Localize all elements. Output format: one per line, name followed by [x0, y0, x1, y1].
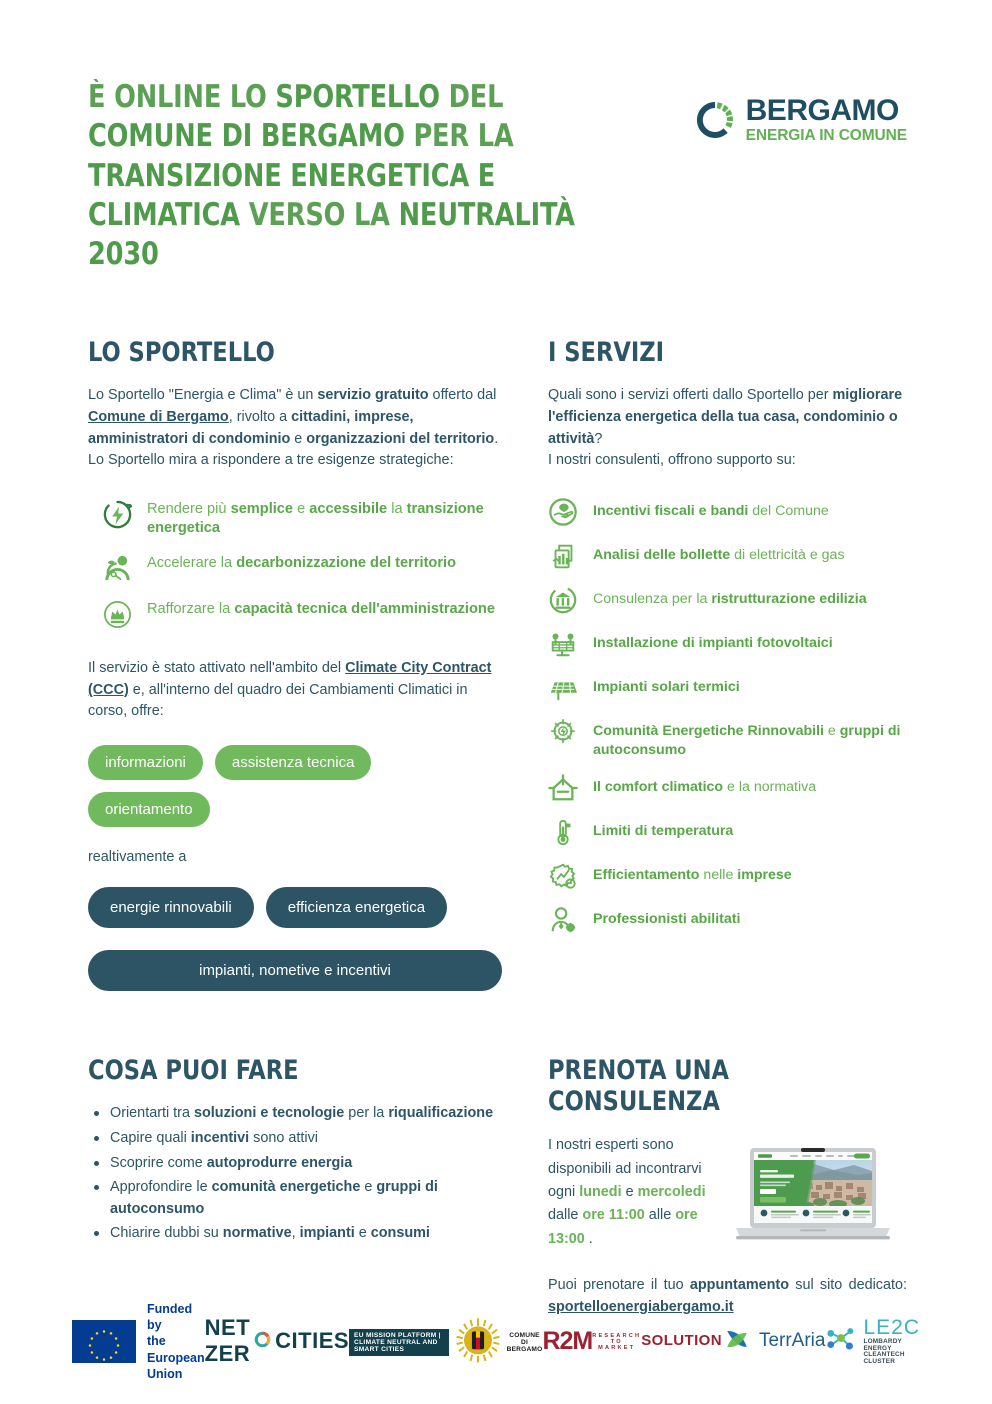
- list-item: Approfondire le comunità energetiche e gruppi di autoconsumo: [88, 1177, 502, 1220]
- le2c-sub2: CLEANTECH CLUSTER: [863, 1351, 905, 1366]
- section-title-prenota: PRENOTA UNA CONSULENZA: [548, 1055, 730, 1118]
- sportello-intro: Lo Sportello "Energia e Clima" è un servizio gratuito offerto dal Comune di Bergamo, rivolto a cittadini, imprese, amministratori di condominio e organizzazioni del territorio. Lo Sportello mira a rispondere a tre esigenze strategiche:: [88, 386, 499, 469]
- brand-title: BERGAMO: [745, 94, 899, 127]
- service-item: [548, 717, 907, 759]
- goal-label: Rafforzare la capacità tecnica dell'amministrazione: [147, 600, 495, 617]
- energy-transition-icon: [102, 499, 133, 530]
- eu-flag-icon: [72, 1320, 136, 1363]
- le2c-wordmark: LE2C: [863, 1315, 920, 1339]
- service-label: Installazione di impianti fotovoltaici: [593, 635, 833, 652]
- terraria-logo: [722, 1324, 826, 1359]
- r2m-wordmark: R2M: [542, 1326, 593, 1355]
- pill-assistenza-tecnica[interactable]: assistenza tecnica: [215, 745, 372, 780]
- service-label: Comunità Energetiche Rinnovabili e gruppi di autoconsumo: [593, 723, 901, 758]
- servizi-intro: Quali sono i servizi offerti dallo Sportello per migliorare l'efficienza energetica della tua casa, condominio o attività? I nostri consulenti, offrono supporto su:: [548, 386, 903, 469]
- pill-informazioni[interactable]: informazioni: [88, 745, 203, 780]
- service-item: [548, 541, 907, 571]
- service-item: [548, 585, 907, 615]
- goal-item: [88, 598, 502, 630]
- net-zero-cities-tagline: EU MISSION PLATFORM | CLIMATE NEUTRAL AND SMART CITIES: [349, 1329, 449, 1356]
- eu-funding-line2: the European Union: [147, 1334, 205, 1381]
- service-item: [548, 817, 907, 847]
- green-pill-row: [88, 745, 502, 827]
- dark-pill-row: [88, 887, 502, 928]
- bill-analysis-icon: [548, 541, 578, 571]
- le2c-sub1: LOMBARDY ENERGY: [863, 1337, 902, 1352]
- pill-orientamento[interactable]: orientamento: [88, 792, 210, 827]
- section-title-servizi: I SERVIZI: [548, 336, 665, 368]
- r2m-solution-word: SOLUTION: [641, 1332, 722, 1350]
- column-sportello: [88, 337, 502, 992]
- service-label: Analisi delle bollette di elettricità e gas: [593, 547, 845, 564]
- section-title-sportello: LO SPORTELLO: [88, 336, 275, 368]
- eu-funding-text: [147, 1301, 205, 1382]
- section-title-cosa-puoi-fare: COSA PUOI FARE: [88, 1055, 299, 1087]
- r2m-solution-logo: [542, 1326, 722, 1355]
- laptop-website-mockup: [728, 1134, 907, 1257]
- lower-columns: [0, 1055, 992, 1318]
- bergamo-energia-logo: [693, 96, 907, 144]
- dark-pill-wide-row: [88, 950, 502, 991]
- service-item: [548, 773, 907, 803]
- service-item: [548, 497, 907, 527]
- page-title: È ONLINE LO SPORTELLO DEL COMUNE DI BERGAMO PER LA TRANSIZIONE ENERGETICA E CLIMATICA VERSO LA NEUTRALITÀ 2030: [88, 79, 575, 273]
- energy-community-icon: [548, 717, 578, 747]
- column-cosa-puoi-fare: [88, 1055, 502, 1318]
- service-item: [548, 629, 907, 659]
- administration-crown-icon: [102, 599, 133, 630]
- circular-energy-mark-icon: [693, 98, 737, 142]
- le2c-logo: [825, 1317, 920, 1366]
- sportello-goals-list: [88, 498, 502, 629]
- pill-energie-rinnovabili[interactable]: energie rinnovabili: [88, 887, 254, 928]
- footer-logos: [0, 1301, 992, 1382]
- goal-item: [88, 498, 502, 537]
- nzc-word-b: CITIES: [275, 1328, 350, 1354]
- service-label: Incentivi fiscali e bandi del Comune: [593, 503, 829, 520]
- service-label: Il comfort climatico e la normativa: [593, 779, 817, 796]
- terraria-wordmark: TerrAria: [758, 1330, 826, 1352]
- servizi-list: [548, 497, 907, 935]
- availability-text: I nostri esperti sono disponibili ad incontrarvi ogni lunedi e mercoledi dalle ore 11:00 alle ore 13:00 .: [548, 1137, 706, 1247]
- decarbonization-plant-icon: [102, 553, 133, 584]
- photovoltaic-plant-icon: [548, 629, 578, 659]
- service-label: Efficientamento nelle imprese: [593, 867, 792, 884]
- cosa-puoi-fare-list: [88, 1103, 502, 1245]
- solar-thermal-panel-icon: [548, 673, 578, 703]
- r2m-tagline: RESEARCH TO MARKET: [592, 1332, 642, 1351]
- service-label: Consulenza per la ristrutturazione edilizia: [593, 591, 867, 608]
- pill-efficienza-energetica[interactable]: efficienza energetica: [266, 887, 447, 928]
- prenota-content: [548, 1134, 907, 1257]
- goal-label: Accelerare la decarbonizzazione del territorio: [147, 554, 456, 571]
- professional-person-icon: [548, 905, 578, 935]
- net-zero-cities-logo: [205, 1315, 449, 1367]
- eu-funding-line1: Funded by: [147, 1301, 193, 1332]
- service-item: [548, 861, 907, 891]
- poster-header: [0, 0, 992, 275]
- list-item: Scoprire come autoprodurre energia: [88, 1153, 502, 1175]
- goal-item: [88, 552, 502, 584]
- comune-di-bergamo-logo: [449, 1310, 543, 1373]
- list-item: Chiarire dubbi su normative, impianti e consumi: [88, 1223, 502, 1245]
- building-renovation-icon: [548, 585, 578, 615]
- gear-efficiency-icon: [548, 861, 578, 891]
- nzc-circle-icon: [254, 1328, 271, 1354]
- column-servizi: [548, 337, 907, 992]
- nzc-word-a: NET ZER: [204, 1315, 251, 1367]
- main-columns: [0, 337, 992, 992]
- comune-caption: COMUNE DI BERGAMO: [506, 1331, 543, 1353]
- net-zero-cities-wordmark: [205, 1315, 349, 1367]
- comune-crest-icon: [449, 1310, 507, 1373]
- thermometer-icon: [548, 817, 578, 847]
- le2c-molecule-icon: [825, 1325, 857, 1358]
- home-comfort-icon: [548, 773, 578, 803]
- list-item: Capire quali incentivi sono attivi: [88, 1128, 502, 1150]
- incentives-hand-icon: [548, 497, 578, 527]
- column-prenota: [548, 1055, 907, 1318]
- booking-text[interactable]: Puoi prenotare il tuo appuntamento sul sito dedicato: sportelloenergiabergamo.it: [548, 1277, 907, 1315]
- terraria-swirl-icon: [722, 1324, 752, 1359]
- service-item: [548, 673, 907, 703]
- brand-subtitle: ENERGIA IN COMUNE: [745, 127, 907, 144]
- ccc-paragraph: Il servizio è stato attivato nell'ambito del Climate City Contract (CCC) e, all'interno del quadro dei Cambiamenti Climatici in corso, offre:: [88, 659, 492, 720]
- goal-label: Rendere più semplice e accessibile la transizione energetica: [147, 501, 484, 537]
- list-item: Orientarti tra soluzioni e tecnologie per la riqualificazione: [88, 1103, 502, 1125]
- pill-impianti-normative-incentivi[interactable]: impianti, nometive e incentivi: [88, 950, 502, 991]
- service-item: [548, 905, 907, 935]
- service-label: Impianti solari termici: [593, 679, 740, 696]
- eu-funding-logo: [72, 1301, 205, 1382]
- rel-text: realtivamente a: [88, 849, 187, 866]
- service-label: Professionisti abilitati: [593, 911, 741, 928]
- service-label: Limiti di temperatura: [593, 823, 734, 840]
